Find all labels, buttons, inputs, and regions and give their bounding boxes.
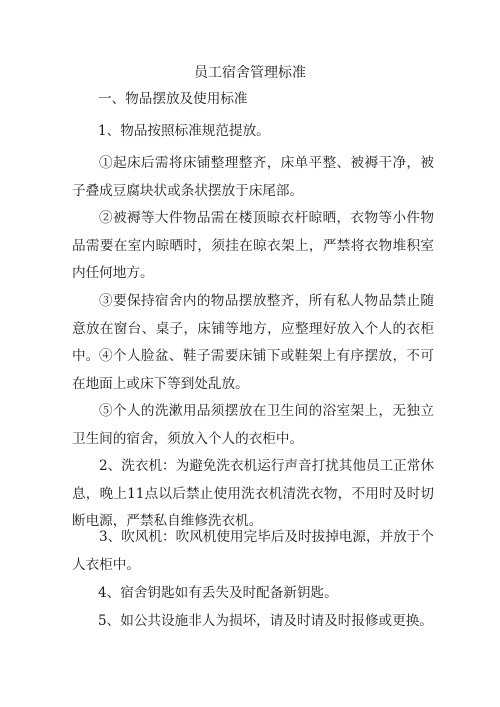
item-4-keys: 4、宿舍钥匙如有丢失及时配备新钥匙。 [98,585,338,601]
rule-5: ⑤个人的洗漱用品须摆放在卫生间的浴室架上，无独立卫生间的宿舍，须放入个人的衣柜中。 [72,403,434,447]
item-3-hair-dryer: 3、吹风机：吹风机使用完毕后及时拔掉电源，并放于个人衣柜中。 [72,529,434,573]
rule-4: ④个人脸盆、鞋子需要床铺下或鞋架上有序摆放，不可在地面上或床下等到处乱放。 [72,348,434,392]
section-heading: 一、物品摆放及使用标准 [98,91,248,107]
item-1: 1、物品按照标准规范提放。 [98,123,270,139]
document-title: 员工宿舍管理标准 [194,65,306,81]
rule-1: ①起床后需将床铺整理整齐，床单平整、被褥干净，被子叠成豆腐块状或条状摆放于床尾部。 [72,155,434,199]
item-5-facilities: 5、如公共设施非人为损坏，请及时请及时报修或更换。 [98,613,433,629]
rule-3: ③要保持宿舍内的物品摆放整齐，所有私人物品禁止随意放在窗台、桌子，床铺等地方，应整理好放入个人的衣柜中。 [72,293,434,364]
rule-2: ②被褥等大件物品需在楼顶晾衣杆晾晒，衣物等小件物品需要在室内晾晒时，须挂在晾衣架上，严禁将衣物堆积室内任何地方。 [72,210,434,281]
item-2-washing-machine: 2、洗衣机：为避免洗衣机运行声音打扰其他员工正常休息，晚上11点以后禁止使用洗衣机清洗衣物，不用时及时切断电源，严禁私自维修洗衣机。 [72,458,434,529]
